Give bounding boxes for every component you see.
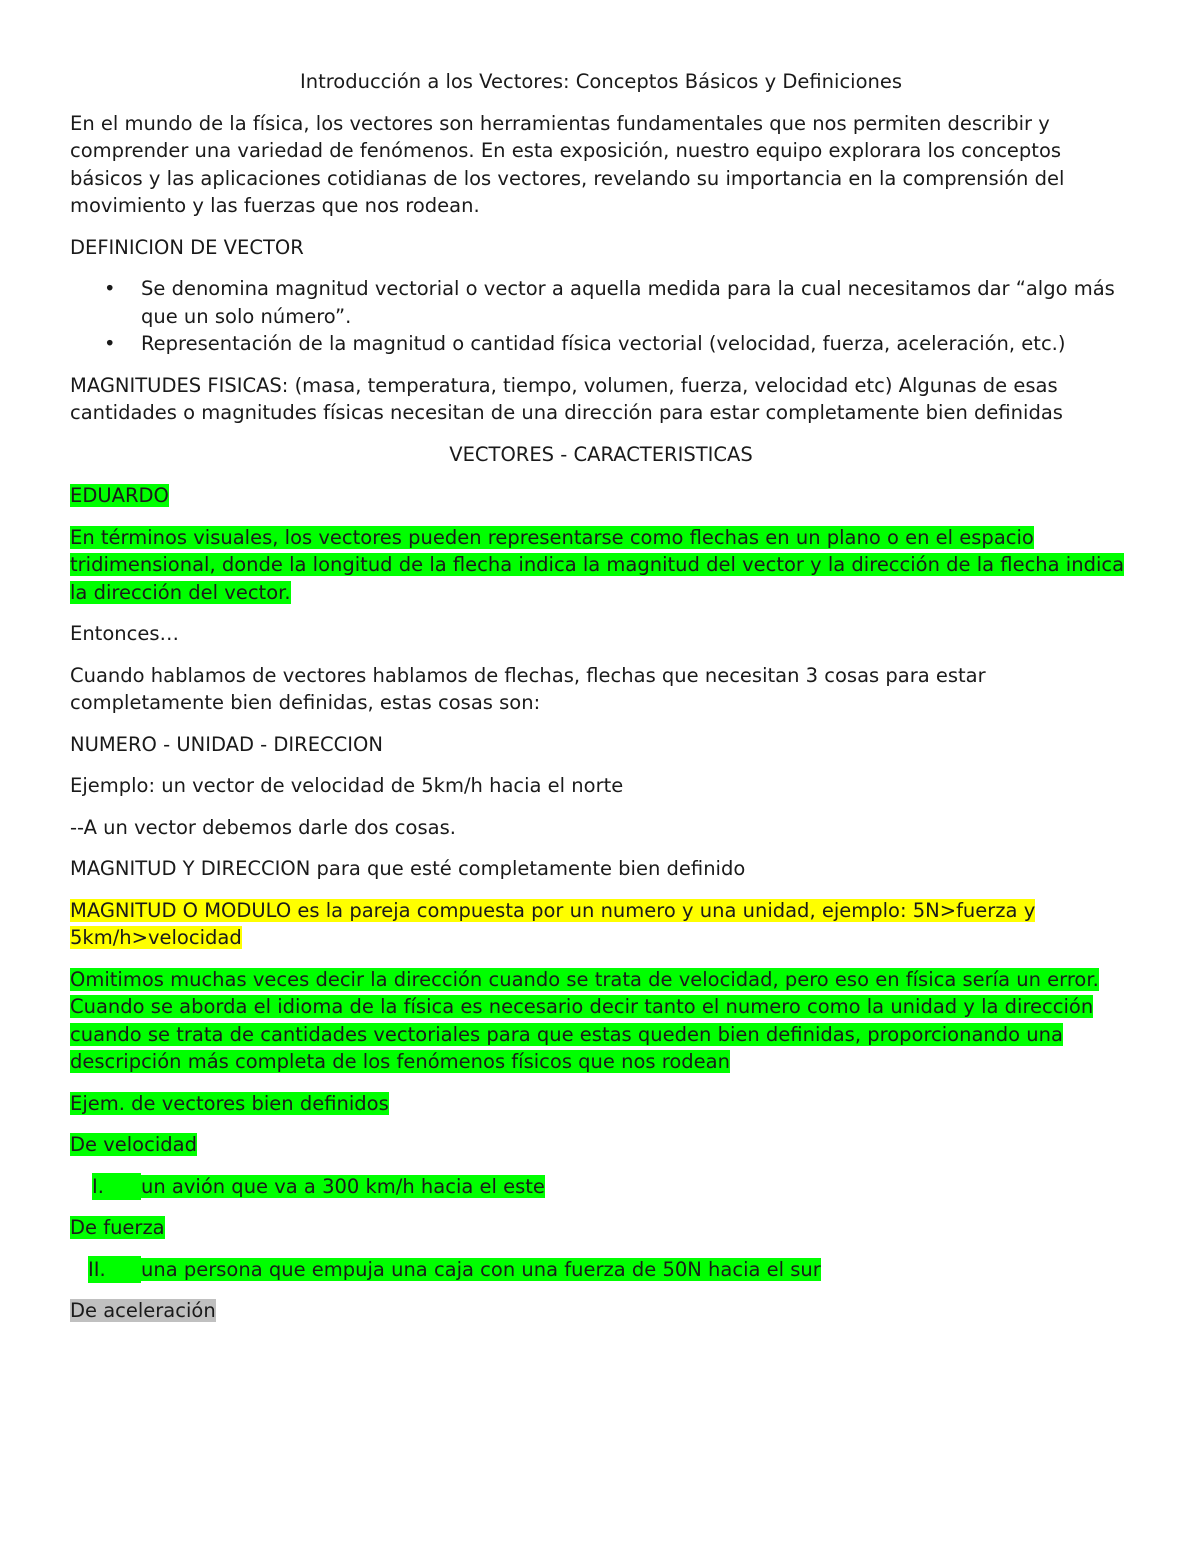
entonces-line: Entonces…: [70, 622, 179, 645]
speaker-name: [70, 482, 1132, 510]
cuando-paragraph: Cuando hablamos de vectores hablamos de flechas, flechas que necesitan 3 cosas para estar completamente bien definidas, estas cosas son:: [70, 663, 986, 714]
roman-numeral: I.: [92, 1173, 141, 1201]
list-item: [70, 330, 1132, 358]
visual-paragraph: [70, 524, 1132, 607]
ejemplo-line: Ejemplo: un vector de velocidad de 5km/h hacia el norte: [70, 774, 624, 797]
speaker-highlight: EDUARDO: [70, 484, 169, 507]
bullet-text: Representación de la magnitud o cantidad física vectorial (velocidad, fuerza, aceleración, etc.): [141, 332, 1066, 355]
numero-unidad-line: NUMERO - UNIDAD - DIRECCION: [70, 732, 383, 756]
magnitud-direccion-line: MAGNITUD Y DIRECCION para que esté completamente bien definido: [70, 857, 746, 880]
ejem-heading: [70, 1090, 1132, 1118]
omitimos-paragraph: [70, 966, 1132, 1076]
definition-bullet-list: [70, 275, 1132, 358]
ejem-heading-highlight: Ejem. de vectores bien definidos: [70, 1091, 389, 1115]
magnitudes-paragraph: MAGNITUDES FISICAS: (masa, temperatura, tiempo, volumen, fuerza, velocidad etc) Algunas de esas cantidades o magnitudes físicas necesitan de una dirección para estar completamente bien definidas: [70, 373, 1063, 424]
dos-cosas-line: --A un vector debemos darle dos cosas.: [70, 815, 456, 839]
modulo-paragraph: [70, 897, 1132, 952]
de-fuerza-label: [70, 1214, 1132, 1242]
fuerza-example-text: una persona que empuja una caja con una fuerza de 50N hacia el sur: [141, 1257, 821, 1281]
bullet-text: Se denomina magnitud vectorial o vector a aquella medida para la cual necesitamos dar “algo más que un solo número”.: [141, 277, 1115, 328]
omitimos-highlight: Omitimos muchas veces decir la dirección cuando se trata de velocidad, pero eso en física sería un error. Cuando se aborda el idioma de la física es necesario decir tanto el numero como la unidad y la dirección cuando se trata de cantidades vectoriales para que estas queden bien definidas, proporcionando una descripción más completa de los fenómenos físicos que nos rodean: [70, 967, 1099, 1073]
velocidad-example-item: [70, 1173, 1132, 1201]
caracteristicas-heading: [70, 441, 1132, 469]
de-aceleracion-label: [70, 1297, 1132, 1325]
visual-highlight: En términos visuales, los vectores pueden representarse como flechas en un plano o en el espacio tridimensional, donde la longitud de la flecha indica la magnitud del vector y la dirección de la flecha indica la dirección del vector.: [70, 525, 1125, 604]
modulo-highlight: MAGNITUD O MODULO es la pareja compuesta por un numero y una unidad, ejemplo: 5N>fuerza y 5km/h>velocidad: [70, 898, 1036, 949]
roman-numeral: II.: [88, 1256, 141, 1284]
document-title: [70, 68, 1132, 96]
bullet-icon: •: [104, 332, 116, 355]
fuerza-example-item: [70, 1256, 1132, 1284]
title-text: Introducción a los Vectores: Conceptos Básicos y Definiciones: [299, 70, 903, 93]
velocidad-example-text: un avión que va a 300 km/h hacia el este: [141, 1174, 545, 1198]
de-fuerza-highlight: De fuerza: [70, 1216, 165, 1239]
list-item: [70, 275, 1132, 330]
bullet-icon: •: [104, 277, 116, 300]
de-velocidad-highlight: De velocidad: [70, 1133, 197, 1156]
document-page: [70, 68, 1132, 1339]
caracteristicas-heading-text: VECTORES - CARACTERISTICAS: [449, 442, 753, 466]
de-aceleracion-highlight: De aceleración: [70, 1299, 216, 1322]
definicion-heading: DEFINICION DE VECTOR: [70, 235, 304, 259]
intro-paragraph: En el mundo de la física, los vectores son herramientas fundamentales que nos permiten describir y comprender una variedad de fenómenos. En esta exposición, nuestro equipo explorara los conceptos básicos y las aplicaciones cotidianas de los vectores, revelando su importancia en la comprensión del movimiento y las fuerzas que nos rodean.: [70, 111, 1065, 217]
de-velocidad-label: [70, 1131, 1132, 1159]
